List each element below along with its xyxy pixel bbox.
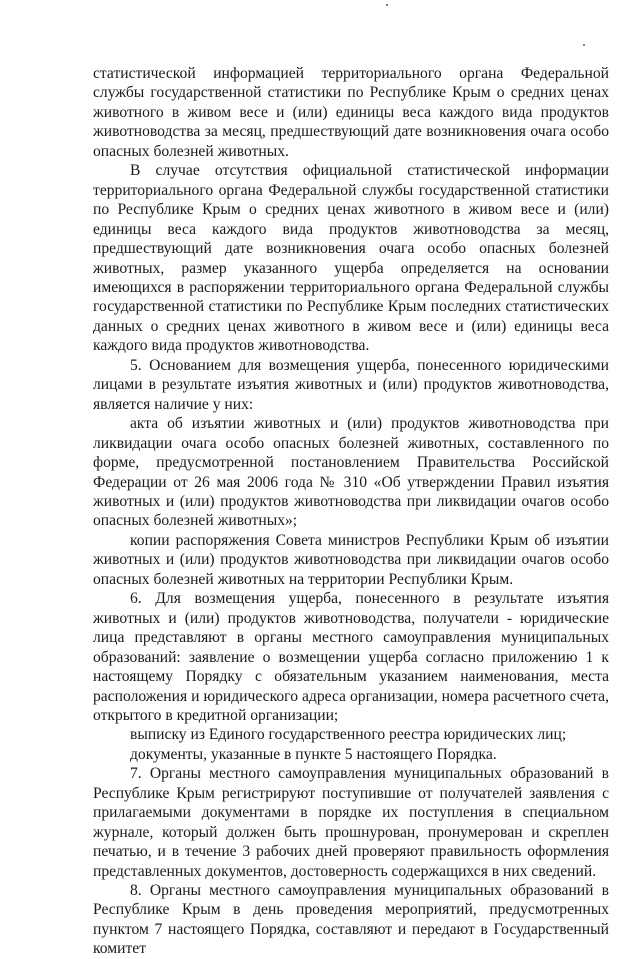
paragraph-1: статистической информацией территориального органа Федеральной службы государственной статистики по Республике Крым о средних ценах животного в живом весе и (или) единицы веса каждого вида продуктов животноводства за месяц, предшествующий дате возникновения очага особо опасных болезней животных.: [93, 65, 609, 160]
paragraph-5: копии распоряжения Совета министров Республики Крым об изъятии животных и (или) продуктов животноводства при ликвидации очагов особо опасных болезней животных на территории Республики Крым.: [93, 531, 609, 588]
paragraph-8: документы, указанные в пункте 5 настоящего Порядка.: [130, 745, 497, 763]
scan-speck: [386, 4, 388, 6]
paragraph-6: 6. Для возмещения ущерба, понесенного в результате изъятия животных и (или) продуктов животноводства, получатели - юридические лица представляют в органы местного самоуправления муниципальных образований: заявление о возмещении ущерба согласно приложению 1 к настоящему Порядку с обязательным указанием наименования, места расположения и юридического адреса организации, номера расчетного счета, открытого в кредитной организации;: [93, 590, 609, 724]
document-page: [93, 64, 609, 959]
paragraph-3: 5. Основанием для возмещения ущерба, понесенного юридическими лицами в результате изъятия животных и (или) продуктов животноводства, является наличие у них:: [93, 356, 609, 413]
paragraph-2: В случае отсутствия официальной статистической информации территориального органа Федеральной службы государственной статистики по Республике Крым о средних ценах животного в живом весе и (или) единицы веса каждого вида продуктов животноводства за месяц, предшествующий дате возникновения очага особо опасных болезней животных, размер указанного ущерба определяется на основании имеющихся в распоряжении территориального органа Федеральной службы государственной статистики по Республике Крым последних статистических данных о средних ценах животного в живом весе и (или) единицы веса каждого вида продуктов животноводства.: [93, 162, 609, 355]
paragraph-10: 8. Органы местного самоуправления муниципальных образований в Республике Крым в день проведения мероприятий, предусмотренных пунктом 7 настоящего Порядка, составляют и передают в Государственный комитет: [93, 882, 609, 958]
paragraph-7: выписку из Единого государственного реестра юридических лиц;: [130, 726, 567, 744]
paragraph-9: 7. Органы местного самоуправления муниципальных образований в Республике Крым регистрируют поступившие от получателей заявления с прилагаемыми документами в порядке их поступления в специальном журнале, который должен быть прошнурован, пронумерован и скреплен печатью, и в течение 3 рабочих дней проверяют правильность оформления представленных документов, достоверность содержащихся в них сведений.: [93, 765, 609, 880]
paragraph-4: акта об изъятии животных и (или) продуктов животноводства при ликвидации очага особо опасных болезней животных, составленного по форме, предусмотренной постановлением Правительства Российской Федерации от 26 мая 2006 года № 310 «Об утверждении Правил изъятия животных и (или) продуктов животноводства при ликвидации очагов особо опасных болезней животных»;: [93, 415, 609, 530]
scan-speck: [583, 44, 585, 46]
